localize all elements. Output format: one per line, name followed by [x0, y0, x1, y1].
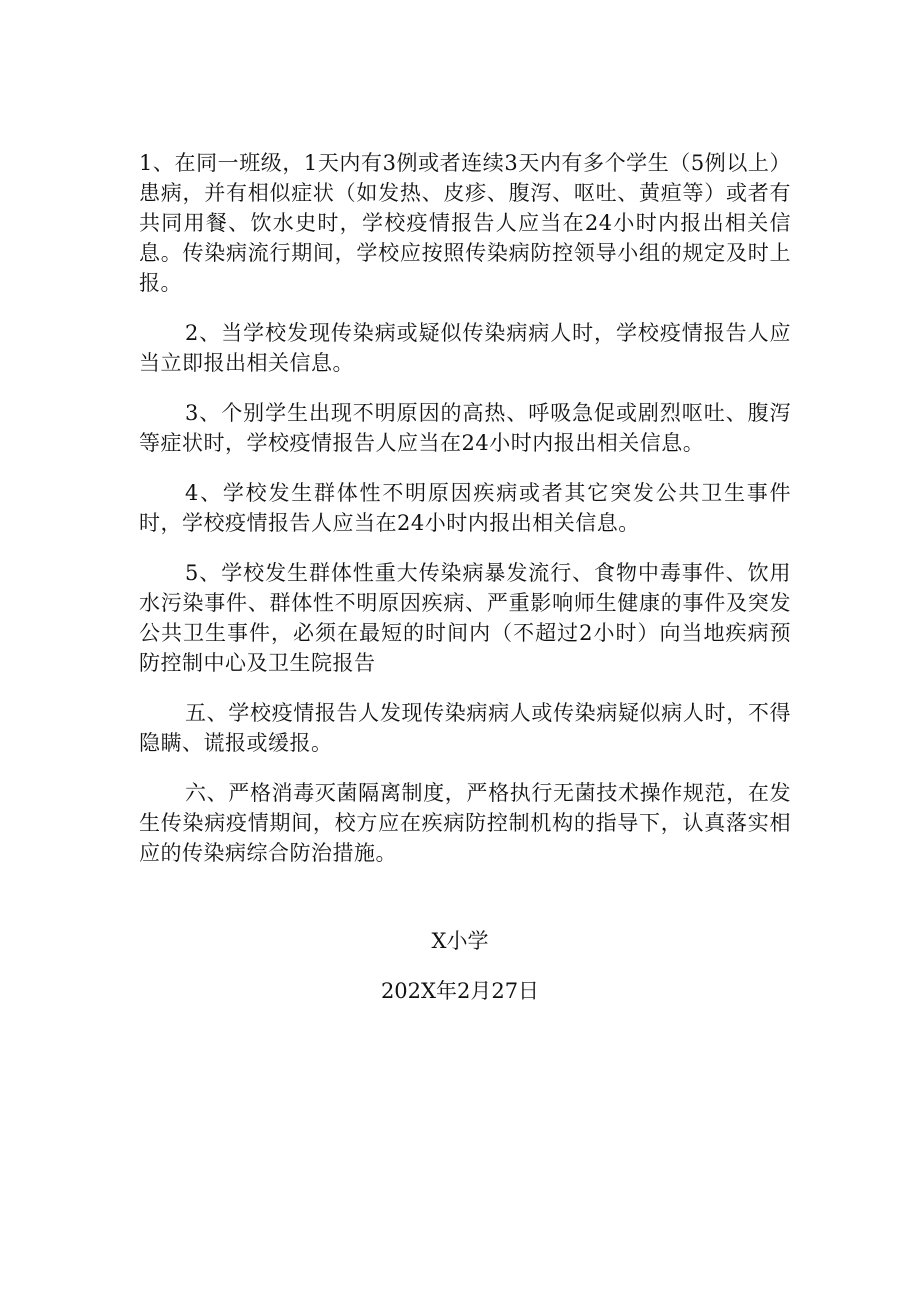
paragraph-2: 2、当学校发现传染病或疑似传染病病人时，学校疫情报告人应当立即报出相关信息。 — [139, 321, 791, 375]
document-body — [139, 148, 791, 888]
paragraph-7: 六、严格消毒灭菌隔离制度，严格执行无菌技术操作规范，在发生传染病疫情期间，校方应在疾病防控制机构的指导下，认真落实相应的传染病综合防治措施。 — [139, 781, 791, 865]
signature-date: 202X年2月27日 — [380, 979, 540, 1003]
paragraph-3: 3、个别学生出现不明原因的高热、呼吸急促或剧烈呕吐、腹泻等症状时，学校疫情报告人应当在24小时内报出相关信息。 — [139, 401, 791, 455]
paragraph-6: 五、学校疫情报告人发现传染病病人或传染病疑似病人时，不得隐瞒、谎报或缓报。 — [139, 701, 791, 755]
signature-school: X小学 — [431, 929, 489, 953]
paragraph-4: 4、学校发生群体性不明原因疾病或者其它突发公共卫生事件时，学校疫情报告人应当在24小时内报出相关信息。 — [139, 481, 791, 535]
paragraph-5: 5、学校发生群体性重大传染病暴发流行、食物中毒事件、饮用水污染事件、群体性不明原因疾病、严重影响师生健康的事件及突发公共卫生事件，必须在最短的时间内（不超过2小时）向当地疾病预防控制中心及卫生院报告 — [139, 561, 791, 675]
paragraph-1: 1、在同一班级，1天内有3例或者连续3天内有多个学生（5例以上）患病，并有相似症状（如发热、皮疹、腹泻、呕吐、黄疸等）或者有共同用餐、饮水史时，学校疫情报告人应当在24小时内报出相关信息。传染病流行期间，学校应按照传染病防控领导小组的规定及时上报。 — [139, 151, 791, 295]
